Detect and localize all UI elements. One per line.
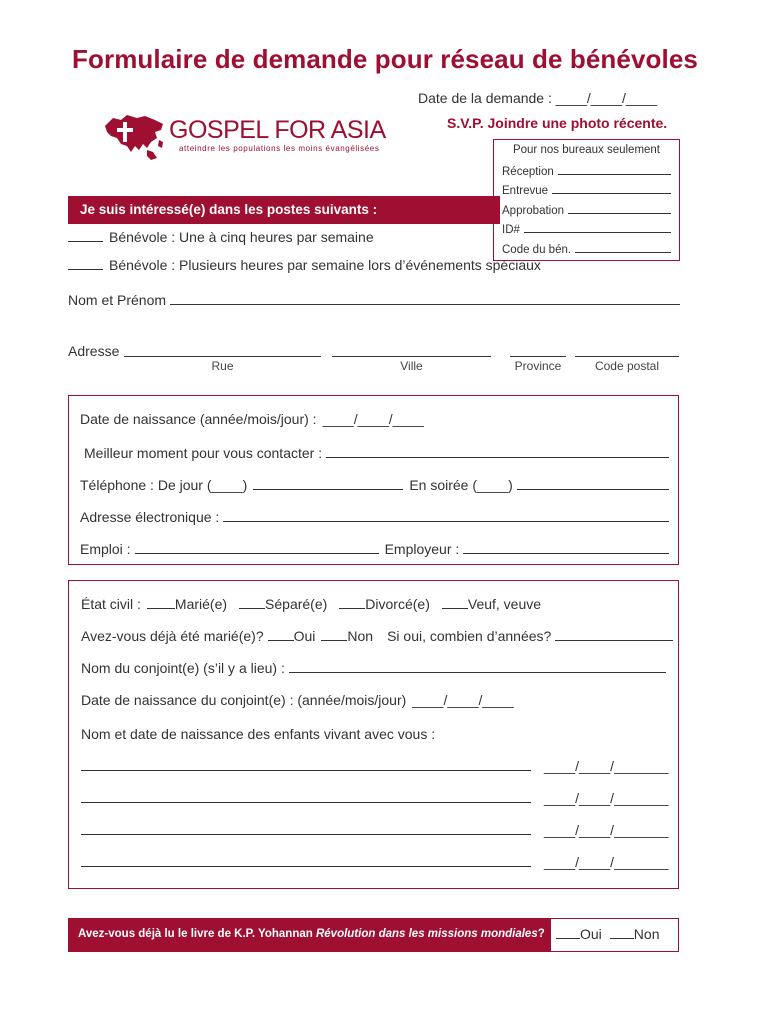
book-yes[interactable]: Oui [580,926,602,942]
best-time-field[interactable]: Meilleur moment pour vous contacter : [84,445,669,461]
children-label: Nom et date de naissance des enfants vivant avec vous : [81,726,436,742]
asia-map-cross-icon [103,112,167,162]
street-label: Rue [211,359,234,373]
child-name-field-2[interactable] [81,802,531,803]
spouse-birth-field[interactable]: Date de naissance du conjoint(e) : (année/mois/jour) ____/____/____ [81,692,514,708]
office-field-id[interactable]: ID# [502,217,671,237]
postal-code-field[interactable] [575,356,679,357]
address-label-row: Adresse [68,343,120,359]
logo-tagline: atteindre les populations les moins évangélisées [179,144,380,153]
child-name-field-4[interactable] [81,866,531,867]
request-date [418,90,657,106]
interest-option-1[interactable]: Bénévole : Une à cinq heures par semaine [68,229,374,245]
office-field-entrevue[interactable]: Entrevue [502,178,671,198]
employer-label: Employeur : [384,541,460,557]
logo-name: GOSPEL FOR ASIA [169,116,386,144]
email-field[interactable]: Adresse électronique : [80,509,669,525]
child-date-field-3[interactable]: ____/____/_______ [544,822,669,838]
office-use-title: Pour nos bureaux seulement [512,144,661,156]
book-answers[interactable] [556,926,659,942]
office-use-box [493,139,680,261]
job-row[interactable] [80,541,669,557]
office-field-reception[interactable]: Réception [502,158,671,178]
job-label: Emploi : [80,541,131,557]
interest-option-2[interactable]: Bénévole : Plusieurs heures par semaine lors d’événements spéciaux [68,257,541,273]
photo-note: S.V.P. Joindre une photo récente. [447,115,668,131]
child-name-field-1[interactable] [81,770,531,771]
interest-heading: Je suis intéressé(e) dans les postes suivants : [68,196,500,224]
phone-day-label: Téléphone : De jour (____) [80,477,248,493]
office-field-approbation[interactable]: Approbation [502,197,671,217]
phone-evening-label: En soirée (____) [409,477,513,493]
child-name-field-3[interactable] [81,834,531,835]
birth-date-field[interactable]: Date de naissance (année/mois/jour) : ____/____/____ [80,411,424,427]
office-field-code[interactable]: Code du bén. [502,236,671,256]
name-field[interactable]: Nom et Prénom [68,292,680,308]
province-field[interactable] [510,356,566,357]
book-question: Avez-vous déjà lu le livre de K.P. Yohannan Révolution dans les missions mondiales? [68,918,551,952]
married-question-row[interactable]: Avez-vous déjà été marié(e)? Oui Non Si oui, combien d’années? [81,628,673,644]
civil-status-row[interactable]: État civil : Marié(e) Séparé(e) Divorcé(e) Veuf, veuve [81,596,542,612]
postal-code-label: Code postal [594,359,660,373]
street-field[interactable] [124,356,321,357]
child-date-field-1[interactable]: ____/____/_______ [544,758,669,774]
child-date-field-4[interactable]: ____/____/_______ [544,854,669,870]
book-no[interactable]: Non [633,926,660,942]
form-title: Formulaire de demande pour réseau de bénévoles [72,44,698,74]
phone-row[interactable] [80,477,669,493]
city-label: Ville [400,359,423,373]
request-date-label: Date de la demande : [418,90,552,106]
spouse-name-field[interactable]: Nom du conjoint(e) (s’il y a lieu) : [81,660,666,676]
city-field[interactable] [332,356,491,357]
gospel-for-asia-logo [103,112,386,162]
province-label: Province [514,359,562,373]
child-date-field-2[interactable]: ____/____/_______ [544,790,669,806]
request-date-field[interactable]: ____/____/____ [555,90,657,106]
